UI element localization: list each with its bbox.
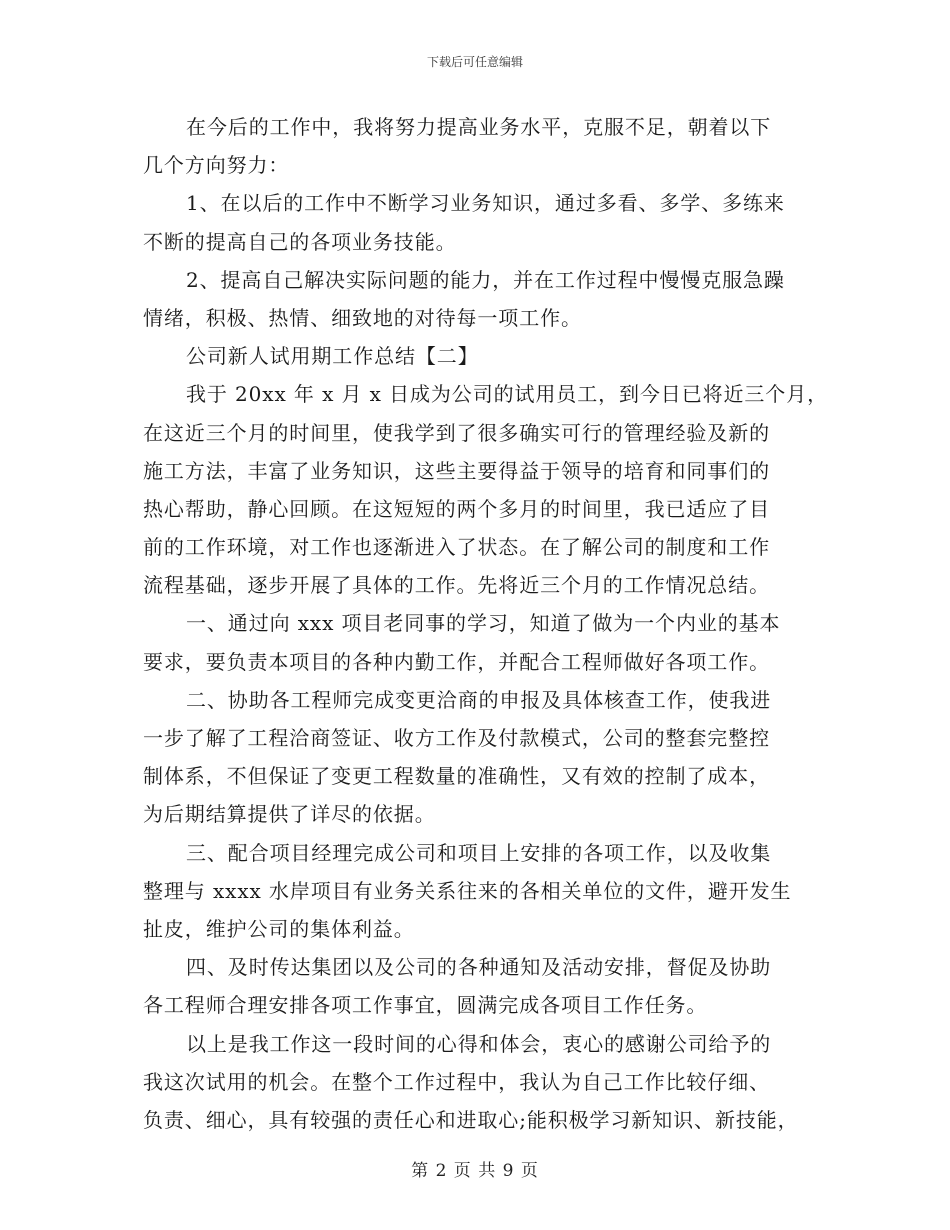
text-line: 为后期结算提供了详尽的依据。 xyxy=(143,802,436,827)
text-line: 公司新人试用期工作总结【二】 xyxy=(186,344,479,369)
text-line: 我这次试用的机会。在整个工作过程中，我认为自己工作比较仔细、 xyxy=(143,1069,770,1094)
text-line: 2、提高自己解决实际问题的能力，并在工作过程中慢慢克服急躁 xyxy=(186,267,785,292)
text-line: 前的工作环境，对工作也逐渐进入了状态。在了解公司的制度和工作 xyxy=(143,535,770,560)
text-line: 各工程师合理安排各项工作事宜，圆满完成各项目工作任务。 xyxy=(143,993,708,1018)
text-line: 施工方法，丰富了业务知识，这些主要得益于领导的培育和同事们的 xyxy=(143,458,770,483)
text-line: 负责、细心，具有较强的责任心和进取心;能积极学习新知识、新技能， xyxy=(143,1107,799,1132)
text-line: 在今后的工作中，我将努力提高业务水平，克服不足，朝着以下 xyxy=(186,115,772,139)
text-line: 1、在以后的工作中不断学习业务知识，通过多看、多学、多练来 xyxy=(186,191,785,216)
text-line: 以上是我工作这一段时间的心得和体会，衷心的感谢公司给予的 xyxy=(186,1031,772,1056)
text-line: 几个方向努力： xyxy=(143,153,290,178)
text-line: 一、通过向 xxx 项目老同事的学习，知道了做为一个内业的基本 xyxy=(186,611,781,636)
page-header: 下载后可任意编辑 xyxy=(426,55,523,69)
text-line: 二、协助各工程师完成变更洽商的申报及具体核查工作，使我进 xyxy=(186,687,772,712)
text-line: 流程基础，逐步开展了具体的工作。先将近三个月的工作情况总结。 xyxy=(143,573,770,598)
text-line: 热心帮助，静心回顾。在这短短的两个多月的时间里，我已适应了目 xyxy=(143,496,770,521)
text-line: 四、及时传达集团以及公司的各种通知及活动安排，督促及协助 xyxy=(186,955,772,980)
text-line: 情绪，积极、热情、细致地的对待每一项工作。 xyxy=(143,305,582,330)
text-line: 我于 20xx 年 x 月 x 日成为公司的试用员工，到今日已将近三个月， xyxy=(186,382,829,407)
text-line: 三、配合项目经理完成公司和项目上安排的各项工作，以及收集 xyxy=(186,840,772,865)
text-line: 扯皮，维护公司的集体利益。 xyxy=(143,916,415,941)
text-line: 要求，要负责本项目的各种内勤工作，并配合工程师做好各项工作。 xyxy=(143,649,770,674)
text-line: 在这近三个月的时间里，使我学到了很多确实可行的管理经验及新的 xyxy=(143,420,770,445)
page-footer: 第 2 页 共 9 页 xyxy=(411,1161,539,1181)
document-body xyxy=(143,108,829,1139)
text-line: 制体系，不但保证了变更工程数量的准确性，又有效的控制了成本， xyxy=(143,764,770,789)
text-line: 一步了解了工程洽商签证、收方工作及付款模式，公司的整套完整控 xyxy=(143,726,770,750)
text-line: 整理与 xxxx 水岸项目有业务关系往来的各相关单位的文件，避开发生 xyxy=(143,878,792,903)
text-line: 不断的提高自己的各项业务技能。 xyxy=(143,229,457,254)
